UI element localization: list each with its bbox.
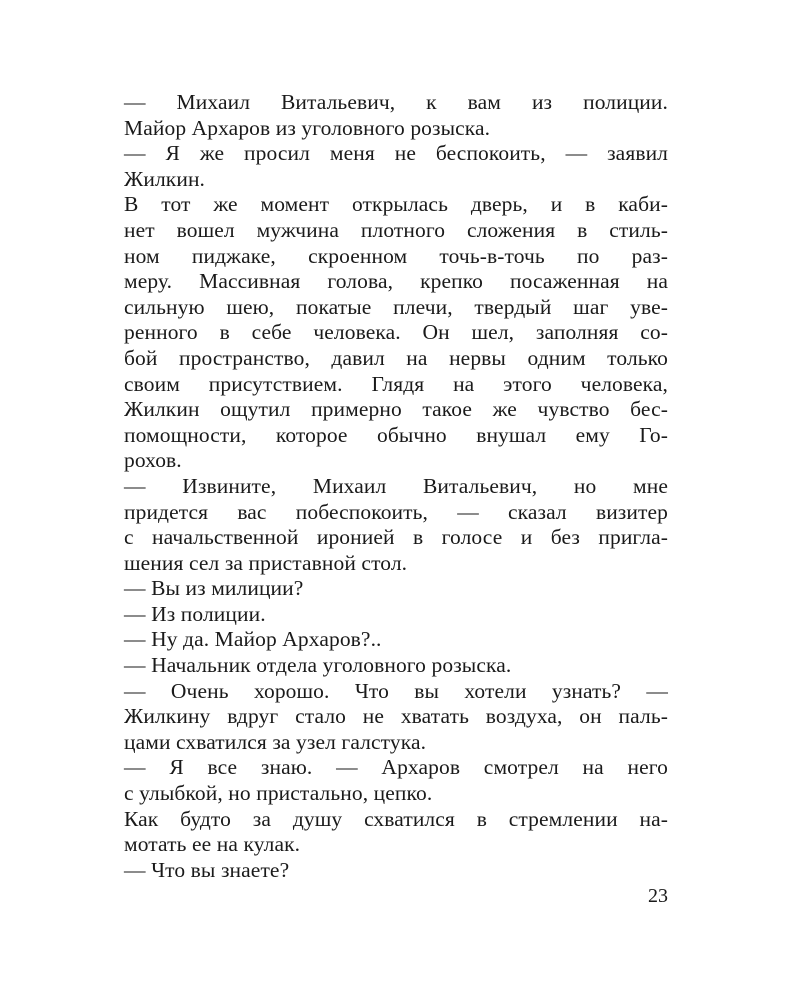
paragraph xyxy=(90,679,668,756)
text-line: — Очень хорошо. Что вы хотели узнать? — xyxy=(124,678,668,703)
text-line: шения сел за приставной стол. xyxy=(124,550,408,575)
paragraph xyxy=(90,858,668,884)
text-line: бой пространство, давил на нервы одним только xyxy=(124,345,668,370)
paragraph xyxy=(90,576,668,602)
paragraph xyxy=(90,653,668,679)
text-line: — Ну да. Майор Архаров?.. xyxy=(124,627,382,652)
page-number: 23 xyxy=(648,885,668,907)
paragraph xyxy=(90,141,668,192)
text-line: — Извините, Михаил Витальевич, но мне xyxy=(124,473,668,498)
text-line: цами схватился за узел галстука. xyxy=(124,729,427,754)
text-line: Жилкин. xyxy=(124,166,206,191)
text-line: Как будто за душу схватился в стремлении на- xyxy=(124,806,668,831)
text-line: нет вошел мужчина плотного сложения в стиль- xyxy=(124,217,668,242)
paragraph xyxy=(90,602,668,628)
text-line: придется вас побеспокоить, — сказал визитер xyxy=(124,499,668,524)
text-line: помощности, которое обычно внушал ему Го- xyxy=(124,422,668,447)
text-line: — Начальник отдела уголовного розыска. xyxy=(124,653,512,678)
text-line: — Что вы знаете? xyxy=(124,857,290,882)
text-line: Майор Архаров из уголовного розыска. xyxy=(124,115,491,140)
book-page xyxy=(90,90,668,930)
text-line: своим присутствием. Глядя на этого человека, xyxy=(124,371,668,396)
paragraph xyxy=(90,807,668,858)
text-line: Жилкину вдруг стало не хватать воздуха, он паль- xyxy=(124,704,668,729)
text-line: — Вы из милиции? xyxy=(124,576,304,601)
text-line: — Я все знаю. — Архаров смотрел на него xyxy=(124,755,668,780)
text-line: — Михаил Витальевич, к вам из полиции. xyxy=(124,90,668,114)
text-line: сильную шею, покатые плечи, твердый шаг уве- xyxy=(124,294,668,319)
paragraph xyxy=(90,192,668,474)
text-line: — Из полиции. xyxy=(124,601,266,626)
text-line: меру. Массивная голова, крепко посаженная на xyxy=(124,269,668,294)
text-line: рохов. xyxy=(124,448,182,473)
text-line: ренного в себе человека. Он шел, заполняя со- xyxy=(124,320,668,345)
paragraph xyxy=(90,627,668,653)
paragraph xyxy=(90,474,668,576)
paragraph xyxy=(90,755,668,806)
paragraph xyxy=(90,90,668,141)
text-line: Жилкин ощутил примерно такое же чувство бес- xyxy=(124,397,668,422)
text-line: — Я же просил меня не беспокоить, — заявил xyxy=(124,141,668,166)
text-line: с улыбкой, но пристально, цепко. xyxy=(124,781,433,806)
text-line: ном пиджаке, скроенном точь-в-точь по раз- xyxy=(124,243,668,268)
text-line: мотать ее на кулак. xyxy=(124,832,301,857)
body-text xyxy=(90,90,668,883)
text-line: В тот же момент открылась дверь, и в каби- xyxy=(124,192,668,217)
text-line: с начальственной иронией в голосе и без пригла- xyxy=(124,525,668,550)
